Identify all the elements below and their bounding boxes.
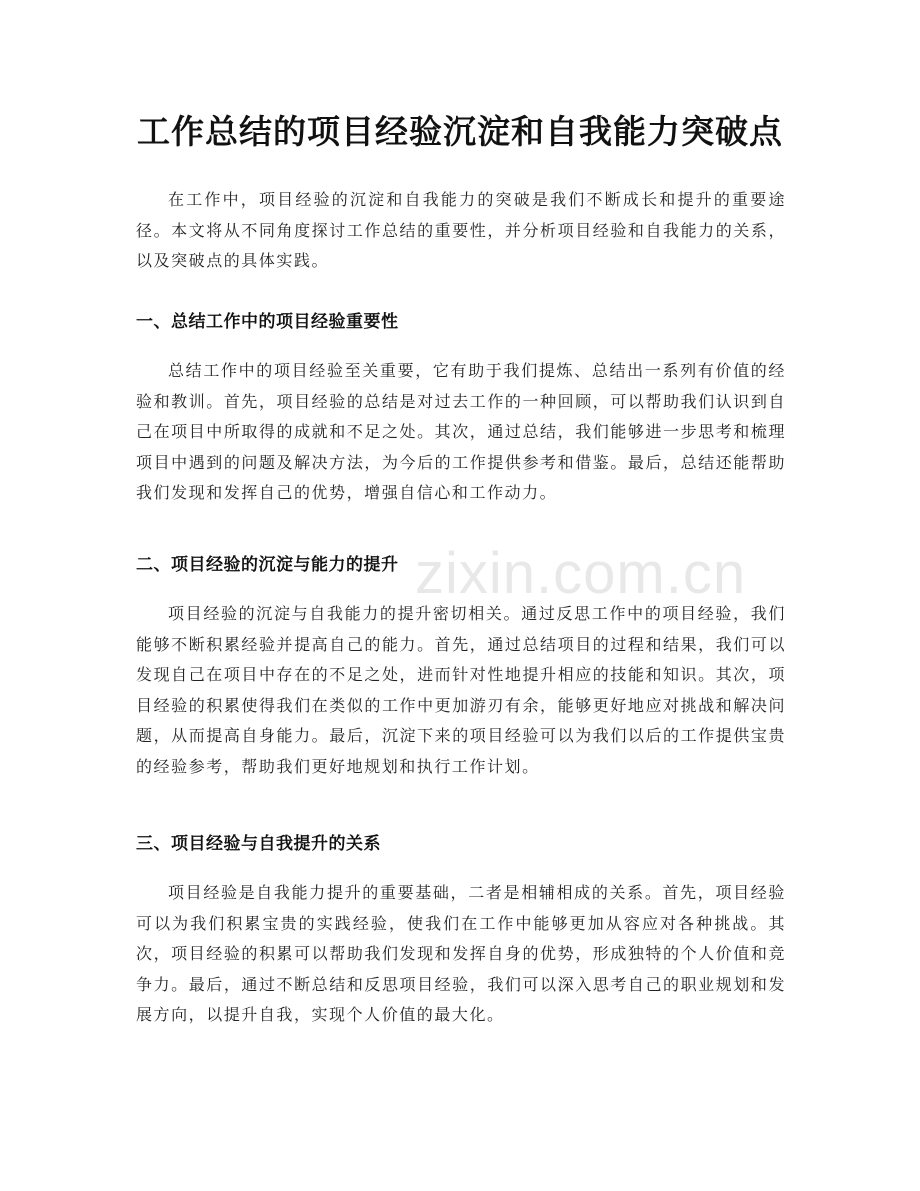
section-1-block	[136, 356, 786, 509]
section-3-paragraph: 项目经验是自我能力提升的重要基础，二者是相辅相成的关系。首先，项目经验可以为我们积累宝贵的实践经验，使我们在工作中能够更加从容应对各种挑战。其次，项目经验的积累可以帮助我们发现和发挥自身的优势，形成独特的个人价值和竞争力。最后，通过不断总结和反思项目经验，我们可以深入思考自己的职业规划和发展方向，以提升自我，实现个人价值的最大化。	[136, 883, 786, 1024]
document-title: 工作总结的项目经验沉淀和自我能力突破点	[137, 112, 783, 151]
intro-block	[136, 185, 786, 277]
section-2-heading: 二、项目经验的沉淀与能力的提升	[136, 555, 399, 575]
section-2-block	[136, 599, 786, 782]
section-1-paragraph: 总结工作中的项目经验至关重要，它有助于我们提炼、总结出一系列有价值的经验和教训。首先，项目经验的总结是对过去工作的一种回顾，可以帮助我们认识到自己在项目中所取得的成就和不足之处。其次，通过总结，我们能够进一步思考和梳理项目中遇到的问题及解决方法，为今后的工作提供参考和借鉴。最后，总结还能帮助我们发现和发挥自己的优势，增强自信心和工作动力。	[136, 361, 786, 502]
section-2-paragraph: 项目经验的沉淀与自我能力的提升密切相关。通过反思工作中的项目经验，我们能够不断积累经验并提高自己的能力。首先，通过总结项目的过程和结果，我们可以发现自己在项目中存在的不足之处，进而针对性地提升相应的技能和知识。其次，项目经验的积累使得我们在类似的工作中更加游刃有余，能够更好地应对挑战和解决问题，从而提高自身能力。最后，沉淀下来的项目经验可以为我们以后的工作提供宝贵的经验参考，帮助我们更好地规划和执行工作计划。	[136, 604, 786, 776]
watermark: zixin.com.cn	[415, 541, 747, 606]
section-1-heading: 一、总结工作中的项目经验重要性	[136, 312, 399, 332]
section-3-block	[136, 878, 786, 1031]
section-3-heading: 三、项目经验与自我提升的关系	[136, 834, 381, 854]
intro-paragraph: 在工作中，项目经验的沉淀和自我能力的突破是我们不断成长和提升的重要途径。本文将从不同角度探讨工作总结的重要性，并分析项目经验和自我能力的关系，以及突破点的具体实践。	[136, 190, 786, 270]
